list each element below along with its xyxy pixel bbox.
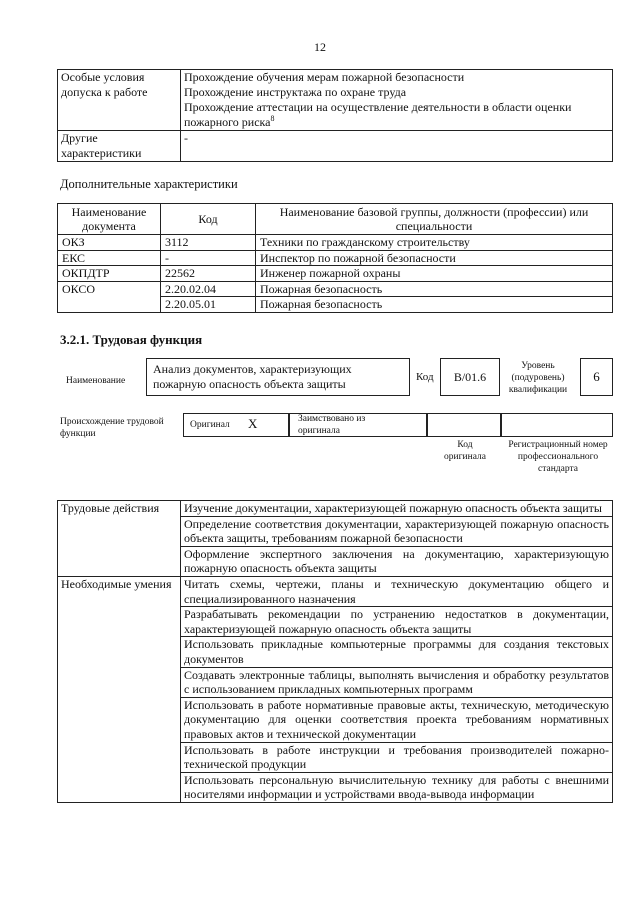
row-value: - xyxy=(181,131,613,162)
table-cell: 2.20.05.01 xyxy=(161,297,256,313)
list-item: Создавать электронные таблицы, выполнять вычисления и обработку результатов с использованием прикладных компьютерных программ xyxy=(181,667,613,697)
list-item: Использовать в работе инструкции и требования производителей пожарно-технической продукции xyxy=(181,742,613,772)
access-conditions-table xyxy=(57,69,613,162)
column-header: Наименование базовой группы, должности (профессии) или специальности xyxy=(256,204,613,235)
level-label: Уровень (подуровень) квалификации xyxy=(508,361,568,395)
condition-line xyxy=(184,100,609,130)
table-cell: ОКСО xyxy=(58,281,161,312)
list-item: Оформление экспертного заключения на документацию, характеризующую пожарную опасность объекта защиты xyxy=(181,546,613,576)
list-item: Использовать прикладные компьютерные программы для создания текстовых документов xyxy=(181,637,613,667)
list-item: Использовать персональную вычислительную технику для работы с внешними носителями информации и устройствами ввода-вывода информации xyxy=(181,772,613,802)
row-label: Другие характеристики xyxy=(58,131,181,162)
section-title: 3.2.1. Трудовая функция xyxy=(60,332,203,347)
table-cell: ОКПДТР xyxy=(58,266,161,282)
origin-code-label: Код оригинала xyxy=(444,440,486,462)
table-cell: 22562 xyxy=(161,266,256,282)
table-cell: Техники по гражданскому строительству xyxy=(256,235,613,251)
column-header: Код xyxy=(161,204,256,235)
table-cell: ОКЗ xyxy=(58,235,161,251)
table-cell: Инспектор по пожарной безопасности xyxy=(256,250,613,266)
table-cell: Пожарная безопасность xyxy=(256,297,613,313)
list-item: Разрабатывать рекомендации по устранению недостатков в документации, характеризующей пожарную опасность объекта защиты xyxy=(181,607,613,637)
duties-table xyxy=(57,500,613,803)
origin-code-box xyxy=(427,413,501,437)
table-cell: Пожарная безопасность xyxy=(256,281,613,297)
table-cell: 2.20.02.04 xyxy=(161,281,256,297)
original-mark: X xyxy=(248,416,258,431)
origin-label: Происхождение трудовой функции xyxy=(60,417,164,439)
table-row xyxy=(58,235,613,251)
group-label: Трудовые действия xyxy=(58,501,181,577)
function-code: В/01.6 xyxy=(440,358,500,396)
table-row xyxy=(58,266,613,282)
group-label: Необходимые умения xyxy=(58,576,181,802)
list-item: Использовать в работе нормативные правовые акты, техническую, методическую документацию для оценки соответствия проекта требованиям нормативных правовых актов и технической документации xyxy=(181,697,613,742)
table-row xyxy=(58,70,613,131)
row-label: Особые условия допуска к работе xyxy=(58,70,181,131)
row-value xyxy=(181,70,613,131)
borrowed-label: Заимствовано из оригинала xyxy=(298,414,366,436)
table-cell: 3112 xyxy=(161,235,256,251)
column-header: Наименование документа xyxy=(58,204,161,235)
condition-line: Прохождение инструктажа по охране труда xyxy=(184,85,407,99)
condition-line: Прохождение обучения мерам пожарной безопасности xyxy=(184,70,465,84)
list-item: Определение соответствия документации, характеризующей пожарную опасность объекта защиты, требованиям пожарной безопасности xyxy=(181,516,613,546)
table-row xyxy=(58,281,613,297)
reg-number-box xyxy=(501,413,613,437)
condition-text: Прохождение аттестации на осуществление деятельности в области оценки пожарного риска xyxy=(184,100,572,129)
list-item: Изучение документации, характеризующей пожарную опасность объекта защиты xyxy=(181,501,613,517)
list-item: Читать схемы, чертежи, планы и техническую документацию общего и специализированного назначения xyxy=(181,576,613,606)
function-name: Анализ документов, характеризующих пожарную опасность объекта защиты xyxy=(146,358,410,396)
code-label: Код xyxy=(416,371,434,383)
table-cell: Инженер пожарной охраны xyxy=(256,266,613,282)
page-number: 12 xyxy=(314,40,326,54)
footnote-marker: 8 xyxy=(270,114,275,123)
table-row xyxy=(58,131,613,162)
name-label: Наименование xyxy=(66,376,126,386)
table-row xyxy=(58,576,613,606)
qualification-level: 6 xyxy=(580,358,613,396)
reg-number-label: Регистрационный номер профессионального стандарта xyxy=(508,440,608,474)
additional-characteristics-title: Дополнительные характеристики xyxy=(60,177,238,191)
table-cell: - xyxy=(161,250,256,266)
table-header-row xyxy=(58,204,613,235)
table-cell: ЕКС xyxy=(58,250,161,266)
table-row xyxy=(58,501,613,517)
classifiers-table xyxy=(57,203,613,313)
original-label: Оригинал xyxy=(190,420,230,430)
table-row xyxy=(58,250,613,266)
